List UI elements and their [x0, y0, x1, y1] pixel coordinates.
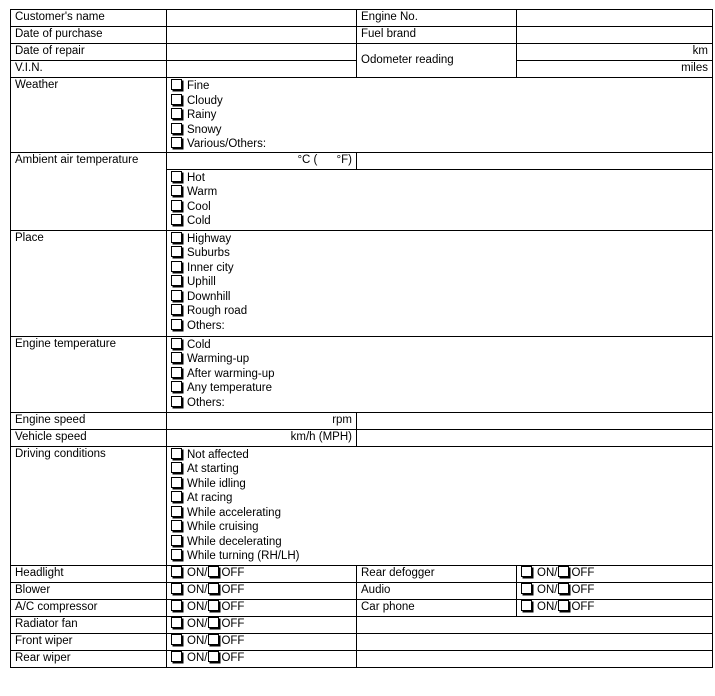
km-unit: km	[692, 45, 708, 57]
option-inner-city[interactable]	[171, 261, 708, 276]
audio-label: Audio	[357, 582, 517, 599]
option-after-warming-up[interactable]	[171, 367, 708, 382]
option-label: After warming-up	[187, 367, 275, 380]
headlight-off-label: OFF	[221, 566, 245, 579]
option-others[interactable]	[171, 319, 708, 334]
rear-wiper-on-checkbox-icon[interactable]	[171, 651, 182, 662]
checkbox-icon[interactable]	[171, 123, 182, 134]
diagnosis-worksheet	[10, 9, 713, 668]
checkbox-icon[interactable]	[171, 319, 182, 330]
front-wiper-on-label: ON/	[187, 634, 208, 647]
checkbox-icon[interactable]	[171, 79, 182, 90]
option-label: Warming-up	[187, 353, 250, 365]
car-phone-off-checkbox-icon[interactable]	[558, 600, 569, 611]
option-label: Rough road	[187, 305, 248, 317]
ac-compressor-on-label: ON/	[187, 600, 208, 613]
option-label: Downhill	[187, 290, 231, 303]
odometer-km-field[interactable]	[517, 44, 713, 61]
checkbox-icon[interactable]	[171, 246, 182, 257]
place-options	[167, 230, 713, 336]
option-label: Uphill	[187, 276, 216, 288]
option-label: At racing	[187, 492, 233, 504]
option-downhill[interactable]	[171, 290, 708, 305]
option-label: While cruising	[187, 521, 259, 533]
audio-toggle	[517, 582, 713, 599]
checkbox-icon[interactable]	[171, 381, 182, 392]
option-label: Others:	[187, 319, 225, 332]
engine-no-label: Engine No.	[357, 10, 517, 27]
car-phone-on-checkbox-icon[interactable]	[521, 600, 532, 611]
option-highway[interactable]	[171, 232, 708, 247]
fuel-brand-field[interactable]	[517, 27, 713, 44]
kmh-unit: km/h (MPH)	[290, 430, 352, 443]
checkbox-icon[interactable]	[171, 367, 182, 378]
front-wiper-toggle	[167, 633, 357, 650]
option-label: Cold	[187, 215, 211, 227]
rear-wiper-off-label: OFF	[221, 651, 245, 664]
option-at-starting[interactable]	[171, 462, 708, 477]
date-of-purchase-label: Date of purchase	[11, 27, 167, 44]
radiator-fan-off-label: OFF	[221, 617, 245, 630]
car-phone-label: Car phone	[357, 599, 517, 616]
vin-field[interactable]	[167, 61, 357, 78]
checkbox-icon[interactable]	[171, 352, 182, 363]
option-rough-road[interactable]	[171, 304, 708, 319]
checkbox-icon[interactable]	[171, 520, 182, 531]
option-label: While accelerating	[187, 506, 281, 519]
headlight-toggle	[167, 565, 357, 582]
radiator-fan-label: Radiator fan	[11, 616, 167, 633]
radiator-fan-blank	[357, 616, 713, 633]
miles-unit: miles	[681, 62, 708, 74]
driving-conditions-options	[167, 446, 713, 565]
engine-temperature-label: Engine temperature	[11, 336, 167, 412]
option-hot[interactable]	[171, 171, 708, 186]
engine-speed-blank	[357, 412, 713, 429]
headlight-on-label: ON/	[187, 566, 208, 579]
rear-wiper-label: Rear wiper	[11, 650, 167, 667]
checkbox-icon[interactable]	[171, 304, 182, 315]
blower-on-label: ON/	[187, 583, 208, 596]
rpm-unit: rpm	[332, 413, 352, 426]
checkbox-icon[interactable]	[171, 94, 182, 105]
car-phone-off-label: OFF	[571, 600, 595, 613]
option-cool[interactable]	[171, 200, 708, 215]
temperature-unit: °C ( °F)	[297, 153, 352, 166]
option-label: While idling	[187, 477, 246, 490]
rear-defogger-off-label: OFF	[571, 566, 595, 579]
checkbox-icon[interactable]	[171, 462, 182, 473]
weather-options	[167, 78, 713, 153]
ac-compressor-on-checkbox-icon[interactable]	[171, 600, 182, 611]
odometer-reading-label: Odometer reading	[357, 44, 517, 78]
radiator-fan-off-checkbox-icon[interactable]	[208, 617, 219, 628]
front-wiper-label: Front wiper	[11, 633, 167, 650]
ac-compressor-toggle	[167, 599, 357, 616]
rear-defogger-toggle	[517, 565, 713, 582]
option-label: While decelerating	[187, 535, 282, 548]
option-suburbs[interactable]	[171, 246, 708, 261]
checkbox-icon[interactable]	[171, 477, 182, 488]
ac-compressor-off-label: OFF	[221, 600, 245, 613]
odometer-miles-field[interactable]	[517, 61, 713, 78]
option-while-accelerating[interactable]	[171, 506, 708, 521]
option-label: Cloudy	[187, 94, 223, 107]
temperature-options	[167, 169, 713, 230]
option-fine[interactable]	[171, 79, 708, 94]
option-label: Hot	[187, 171, 205, 184]
option-label: At starting	[187, 463, 239, 475]
date-of-repair-field[interactable]	[167, 44, 357, 61]
front-wiper-on-checkbox-icon[interactable]	[171, 634, 182, 645]
rear-defogger-on-label: ON/	[537, 566, 558, 579]
option-cold[interactable]	[171, 338, 708, 353]
option-label: Warm	[187, 186, 218, 198]
option-cloudy[interactable]	[171, 94, 708, 109]
temperature-value-field[interactable]	[167, 152, 357, 169]
engine-speed-field[interactable]	[167, 412, 357, 429]
audio-on-label: ON/	[537, 583, 558, 596]
option-label: Cool	[187, 200, 211, 213]
front-wiper-off-checkbox-icon[interactable]	[208, 634, 219, 645]
checkbox-icon[interactable]	[171, 185, 182, 196]
headlight-off-checkbox-icon[interactable]	[208, 566, 219, 577]
blower-off-label: OFF	[221, 583, 245, 596]
engine-no-field[interactable]	[517, 10, 713, 27]
checkbox-icon[interactable]	[171, 214, 182, 225]
rear-wiper-toggle	[167, 650, 357, 667]
option-rainy[interactable]	[171, 108, 708, 123]
ambient-air-temperature-label: Ambient air temperature	[11, 152, 167, 230]
customers-name-field[interactable]	[167, 10, 357, 27]
option-label: Fine	[187, 80, 210, 92]
blower-on-checkbox-icon[interactable]	[171, 583, 182, 594]
car-phone-on-label: ON/	[537, 600, 558, 613]
checkbox-icon[interactable]	[171, 506, 182, 517]
option-label: Various/Others:	[187, 138, 267, 150]
option-label: Suburbs	[187, 247, 230, 259]
audio-off-checkbox-icon[interactable]	[558, 583, 569, 594]
car-phone-toggle	[517, 599, 713, 616]
option-warming-up[interactable]	[171, 352, 708, 367]
option-not-affected[interactable]	[171, 448, 708, 463]
option-uphill[interactable]	[171, 275, 708, 290]
headlight-on-checkbox-icon[interactable]	[171, 566, 182, 577]
blower-off-checkbox-icon[interactable]	[208, 583, 219, 594]
option-cold[interactable]	[171, 214, 708, 229]
rear-defogger-on-checkbox-icon[interactable]	[521, 566, 532, 577]
rear-defogger-off-checkbox-icon[interactable]	[558, 566, 569, 577]
radiator-fan-on-label: ON/	[187, 617, 208, 630]
vehicle-speed-label: Vehicle speed	[11, 429, 167, 446]
option-label: Inner city	[187, 261, 234, 274]
option-label: Cold	[187, 338, 211, 351]
temperature-blank	[357, 152, 713, 169]
option-at-racing[interactable]	[171, 491, 708, 506]
audio-off-label: OFF	[571, 583, 595, 596]
front-wiper-off-label: OFF	[221, 634, 245, 647]
rear-wiper-on-label: ON/	[187, 651, 208, 664]
rear-wiper-blank	[357, 650, 713, 667]
vehicle-speed-field[interactable]	[167, 429, 357, 446]
headlight-label: Headlight	[11, 565, 167, 582]
option-snowy[interactable]	[171, 123, 708, 138]
checkbox-icon[interactable]	[171, 232, 182, 243]
option-others[interactable]	[171, 396, 708, 411]
checkbox-icon[interactable]	[171, 448, 182, 459]
option-while-cruising[interactable]	[171, 520, 708, 535]
option-warm[interactable]	[171, 185, 708, 200]
fuel-brand-label: Fuel brand	[357, 27, 517, 44]
audio-on-checkbox-icon[interactable]	[521, 583, 532, 594]
blower-label: Blower	[11, 582, 167, 599]
option-label: Snowy	[187, 123, 222, 136]
option-while-idling[interactable]	[171, 477, 708, 492]
checkbox-icon[interactable]	[171, 200, 182, 211]
ac-compressor-off-checkbox-icon[interactable]	[208, 600, 219, 611]
blower-toggle	[167, 582, 357, 599]
date-of-repair-label: Date of repair	[11, 44, 167, 61]
driving-conditions-label: Driving conditions	[11, 446, 167, 565]
option-while-turning-rh-lh[interactable]	[171, 549, 708, 564]
checkbox-icon[interactable]	[171, 108, 182, 119]
option-various-others[interactable]	[171, 137, 708, 152]
rear-defogger-label: Rear defogger	[357, 565, 517, 582]
option-label: While turning (RH/LH)	[187, 550, 300, 562]
option-label: Others:	[187, 396, 225, 409]
option-while-decelerating[interactable]	[171, 535, 708, 550]
checkbox-icon[interactable]	[171, 396, 182, 407]
weather-label: Weather	[11, 78, 167, 153]
option-label: Not affected	[187, 448, 249, 461]
checkbox-icon[interactable]	[171, 338, 182, 349]
customers-name-label: Customer's name	[11, 10, 167, 27]
engine-speed-label: Engine speed	[11, 412, 167, 429]
checkbox-icon[interactable]	[171, 491, 182, 502]
place-label: Place	[11, 230, 167, 336]
checkbox-icon[interactable]	[171, 171, 182, 182]
radiator-fan-toggle	[167, 616, 357, 633]
checkbox-icon[interactable]	[171, 549, 182, 560]
option-label: Any temperature	[187, 382, 273, 394]
checkbox-icon[interactable]	[171, 290, 182, 301]
option-any-temperature[interactable]	[171, 381, 708, 396]
ac-compressor-label: A/C compressor	[11, 599, 167, 616]
checkbox-icon[interactable]	[171, 261, 182, 272]
rear-wiper-off-checkbox-icon[interactable]	[208, 651, 219, 662]
radiator-fan-on-checkbox-icon[interactable]	[171, 617, 182, 628]
option-label: Rainy	[187, 109, 217, 121]
checkbox-icon[interactable]	[171, 275, 182, 286]
vehicle-speed-blank	[357, 429, 713, 446]
front-wiper-blank	[357, 633, 713, 650]
date-of-purchase-field[interactable]	[167, 27, 357, 44]
option-label: Highway	[187, 232, 232, 245]
checkbox-icon[interactable]	[171, 535, 182, 546]
vin-label: V.I.N.	[11, 61, 167, 78]
engine-temperature-options	[167, 336, 713, 412]
checkbox-icon[interactable]	[171, 137, 182, 148]
